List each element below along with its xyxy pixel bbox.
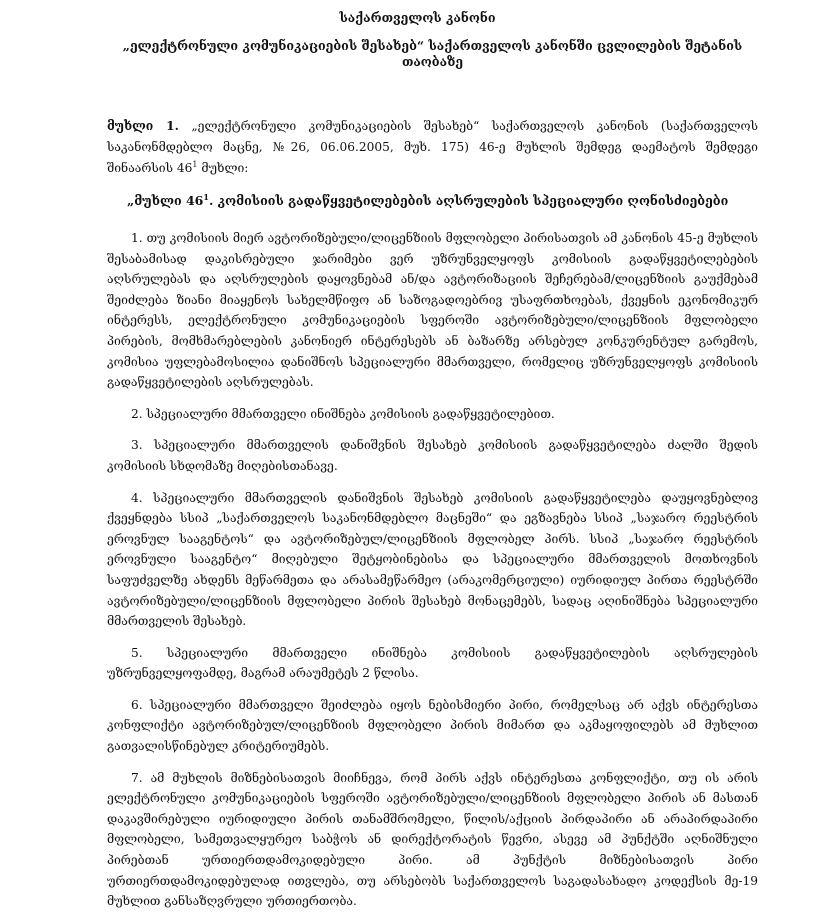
- paragraph-3: 3. სპეციალური მმართველის დანიშვნის შესახებ კომისიის გადაწყვეტილება ძალში შედის კომისიის სხდომაზე მიღებისთანავე.: [107, 438, 758, 473]
- paragraph-2: 2. სპეციალური მმართველი ინიშნება კომისიის გადაწყვეტილებით.: [131, 406, 555, 421]
- paragraph-1: 1. თუ კომისიის მიერ ავტორიზებული/ლიცენზიის მფლობელი პირისათვის ამ კანონის 45-ე მუხლის შესაბამისად დაკისრებული ჯარიმები ვერ უზრუნველყოფს კომისიის გადაწყვეტილებების აღსრულებას და აღსრულების დაყოვნებამ ან/და ავტორიზაციის შეჩერებამ/ლიცენზიის გაუქმებამ შეიძლება ზიანი მიაყენოს სახელმწიფო ან საზოგადოებრივ უსაფრთხოებას, ქვეყნის ეკონომიკურ ინტერესს, ელექტრონული კომუნიკაციების სფეროში ავტორიზებული/ლიცენზიის მფლობელი პირების, მომხმარებლების კანონიერ ინტერესებს ან ბაზარზე არსებულ კონკურენტულ გარემოს, კომისია უფლებამოსილია დანიშნოს სპეციალური მმართველი, რომელიც უზრუნველყოფს კომისიის გადაწყვეტილების აღსრულებას.: [107, 231, 758, 390]
- new-article-prefix: „მუხლი 46: [127, 193, 204, 208]
- new-article-title: . კომისიის გადაწყვეტილებების აღსრულების სპეციალური ღონისძიებები: [208, 193, 729, 208]
- paragraph-4: 4. სპეციალური მმართველის დანიშვნის შესახებ კომისიის გადაწყვეტილება დაუყოვნებლივ ქვეყნდება სსიპ „საქართველოს საკანონმდებლო მაცნეში“ და ეგზავნება სსიპ „საჯარო რეესტრის ეროვნულ სააგენტოს“ და ავტორიზებულ/ლიცენზიის მფლობელ პირს. სსიპ „საჯარო რეესტრის ეროვნული სააგენტო“ მიღებული შეტყობინებისა და სპეციალური მმართველის მოთხოვნის საფუძველზე ახდენს მეწარმეთა და არასამეწარმეო (არაკომერციული) იურიდიულ პირთა რეესტრში ავტორიზებული/ლიცენზიის მფლობელი პირის შესახებ მონაცემებს, სადაც აღინიშნება სპეციალური მმართველის შესახებ.: [107, 490, 758, 629]
- article-intro-end: მუხლი:: [197, 161, 249, 175]
- paragraph-7: 7. ამ მუხლის მიზნებისათვის მიიჩნევა, რომ პირს აქვს ინტერესთა კონფლიქტი, თუ ის არის ელექტრონული კომუნიკაციების სფეროში ავტორიზებული/ლიცენზიის მფლობელი პირის ან მასთან დაკავშირებული იურიდიული პირის თანამშრომელი, წილის/აქციის პირდაპირი ან არაპირდაპირი მფლობელი, სამეთვალყურეო საბჭოს ან დირექტორატის წევრი, ასევე ამ პუნქტში აღნიშნული პირებთან ურთიერთდამოკიდებული პირი. ამ პუნქტის მიზნებისათვის პირი ურთიერთდამოკიდებულად ითვლება, თუ არსებობს საქართველოს საგადასახადო კოდექსის მე-19 მუხლით განსაზღვრული ურთიერთობა.: [107, 770, 758, 909]
- article-intro-text: „ელექტრონული კომუნიკაციების შესახებ“ საქართველოს კანონის (საქართველოს საკანონმდებლო მაცნე, №26, 06.06.2005, მუხ. 175) 46-ე მუხლის შემდეგ დაემატოს შემდეგი შინაარსის 46: [107, 119, 758, 175]
- article-intro-superscript: 1: [192, 159, 198, 169]
- paragraph-6: 6. სპეციალური მმართველი შეიძლება იყოს ნებისმიერი პირი, რომელსაც არ აქვს ინტერესთა კონფლიქტი ავტორიზებულ/ლიცენზიის მფლობელი პირის მიმართ და აკმაყოფილებს ამ მუხლით გათვალისწინებულ კრიტერიუმებს.: [107, 697, 758, 754]
- paragraph-5: 5. სპეციალური მმართველი ინიშნება კომისიის გადაწყვეტილების აღსრულების უზრუნველყოფამდე, მაგრამ არაუმეტეს 2 წლისა.: [107, 645, 758, 681]
- document-title: საქართველოს კანონი: [339, 10, 496, 25]
- document-subtitle: „ელექტრონული კომუნიკაციების შესახებ“ საქართველოს კანონში ცვლილების შეტანის თაობაზე: [122, 38, 743, 69]
- new-article-heading: [127, 191, 758, 211]
- article-1-intro: [107, 116, 758, 179]
- article-label: მუხლი 1.: [107, 119, 179, 133]
- new-article-superscript: 1: [203, 191, 209, 202]
